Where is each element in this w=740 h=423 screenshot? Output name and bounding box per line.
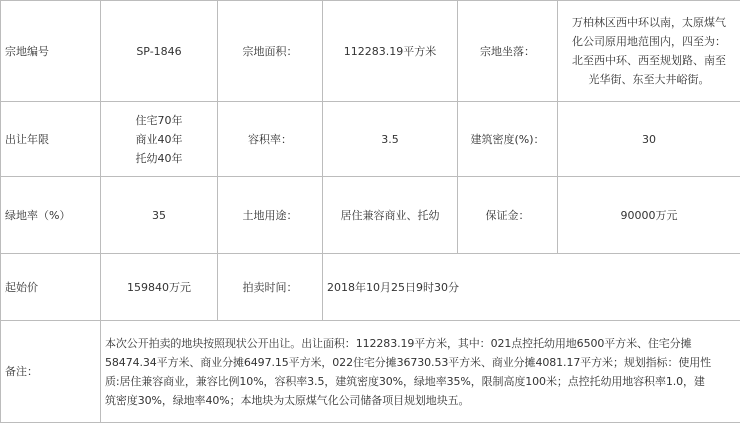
term-label: 出让年限	[1, 102, 101, 177]
location-line: 北至西中环、西至规划路、南至	[562, 51, 736, 70]
density-value: 30	[558, 102, 740, 177]
far-value: 3.5	[323, 102, 458, 177]
parcel-no-value: SP-1846	[101, 1, 218, 102]
table-row	[1, 102, 740, 177]
density-label: 建筑密度(%)：	[458, 102, 558, 177]
term-line: 托幼40年	[105, 149, 213, 168]
location-label: 宗地坐落：	[458, 1, 558, 102]
table-row	[1, 177, 740, 254]
use-label: 土地用途：	[218, 177, 323, 254]
start-price-label: 起始价	[1, 254, 101, 321]
table-row	[1, 321, 740, 423]
area-value: 112283.19平方米	[323, 1, 458, 102]
remarks-line: 本次公开拍卖的地块按照现状公开出让。出让面积：112283.19平方米，其中：021点控托幼用地6500平方米、住宅分摊	[105, 334, 736, 353]
auction-time-label: 拍卖时间：	[218, 254, 323, 321]
table-row	[1, 254, 740, 321]
remarks-line: 筑密度30%，绿地率40%；本地块为太原煤气化公司储备项目规划地块五。	[105, 391, 736, 410]
location-line: 化公司原用地范围内，四至为：	[562, 32, 736, 51]
auction-time-value: 2018年10月25日9时30分	[323, 254, 740, 321]
start-price-value: 159840万元	[101, 254, 218, 321]
deposit-label: 保证金：	[458, 177, 558, 254]
remarks-label: 备注：	[1, 321, 101, 423]
area-label: 宗地面积：	[218, 1, 323, 102]
location-value	[558, 1, 740, 102]
remarks-line: 58474.34平方米、商业分摊6497.15平方米，022住宅分摊36730.53平方米、商业分摊4081.17平方米；规划指标：使用性	[105, 353, 736, 372]
green-value: 35	[101, 177, 218, 254]
green-label: 绿地率（%）	[1, 177, 101, 254]
location-line: 万柏林区西中环以南，太原煤气	[562, 13, 736, 32]
table-row	[1, 1, 740, 102]
remarks-value	[101, 321, 740, 423]
term-value	[101, 102, 218, 177]
use-value: 居住兼容商业、托幼	[323, 177, 458, 254]
remarks-line: 质:居住兼容商业，兼容比例10%，容积率3.5，建筑密度30%，绿地率35%，限制高度100米；点控托幼用地容积率1.0，建	[105, 372, 736, 391]
deposit-value: 90000万元	[558, 177, 740, 254]
term-line: 商业40年	[105, 130, 213, 149]
location-line: 光华街、东至大井峪街。	[562, 70, 736, 89]
term-line: 住宅70年	[105, 111, 213, 130]
parcel-no-label: 宗地编号	[1, 1, 101, 102]
far-label: 容积率：	[218, 102, 323, 177]
